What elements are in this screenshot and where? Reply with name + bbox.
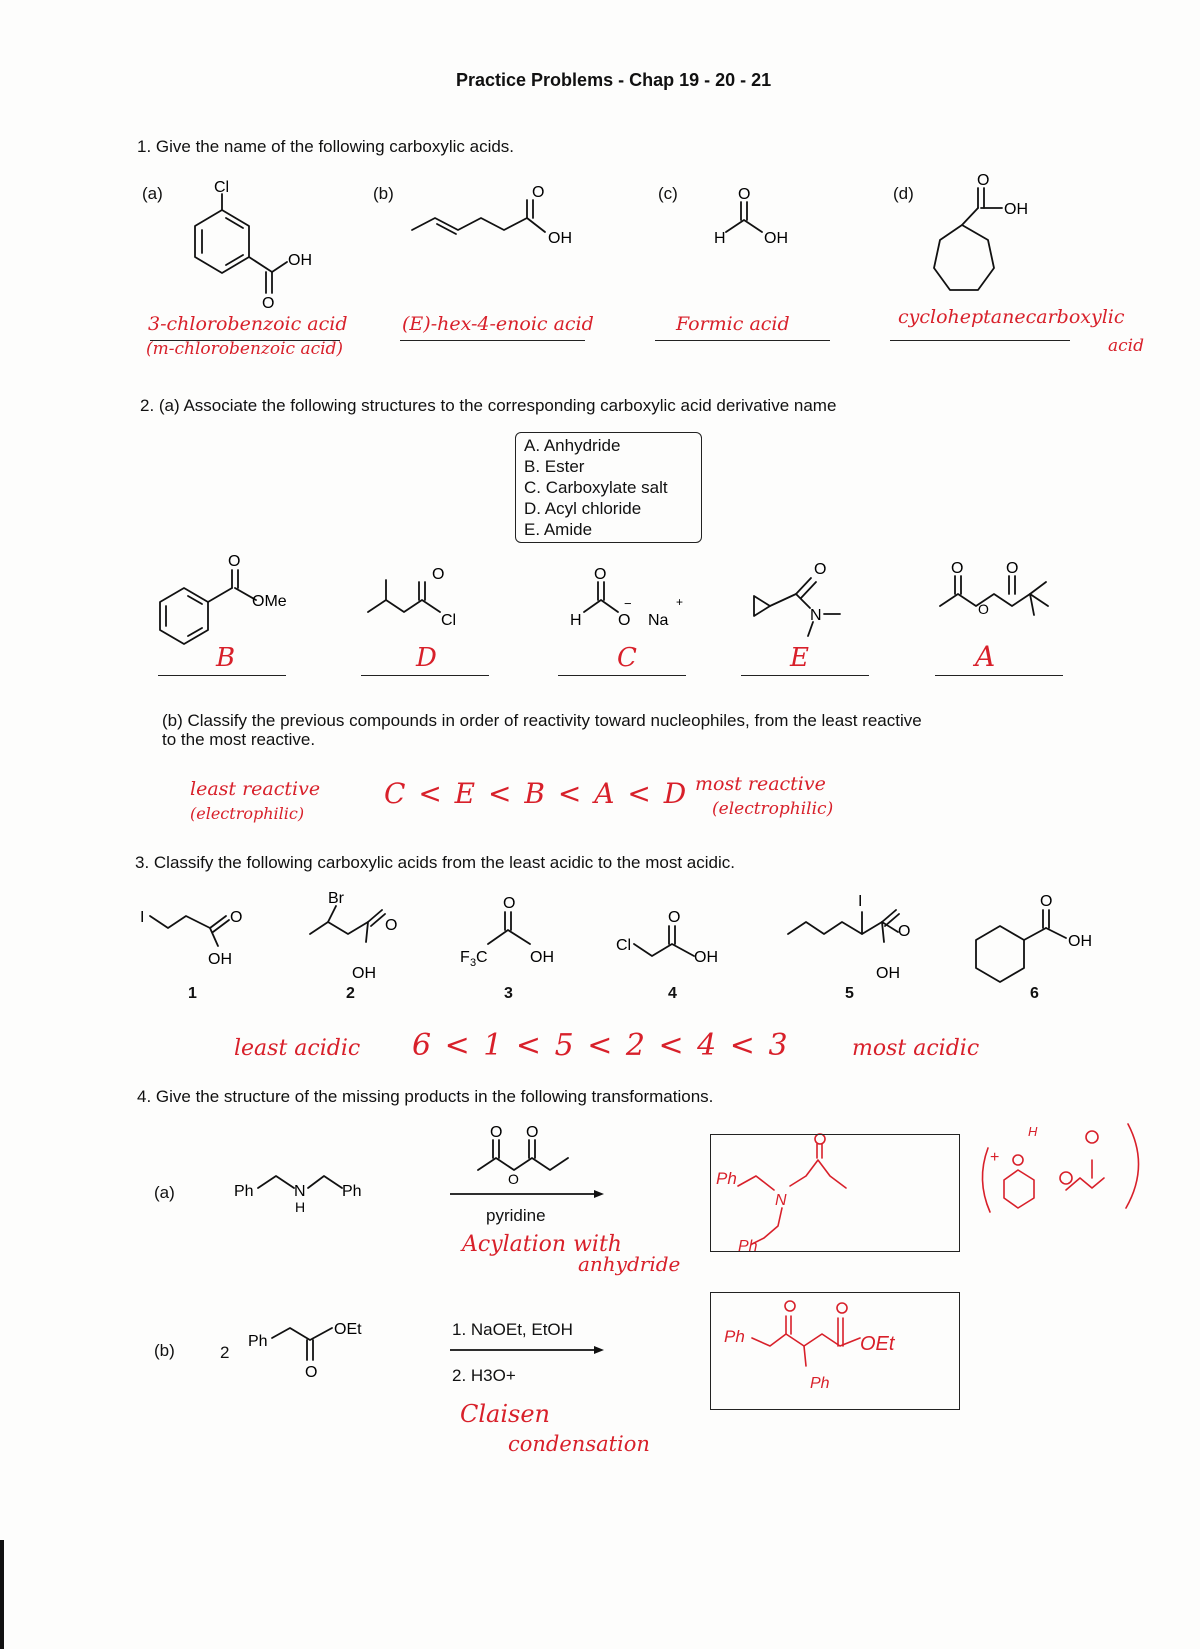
svg-text:H: H <box>570 612 582 629</box>
q4a-note: Acylation with <box>462 1232 622 1257</box>
svg-text:Ph: Ph <box>234 1183 254 1200</box>
svg-text:Ph: Ph <box>810 1375 830 1392</box>
svg-text:OH: OH <box>208 951 232 968</box>
q3-order: 6 < 1 < 5 < 2 < 4 < 3 <box>412 1028 790 1063</box>
q2b-most-label: most reactive <box>695 773 826 795</box>
q2b-prompt: (b) Classify the previous compounds in order of reactivity toward nucleophiles, from the least reactive <box>162 711 922 730</box>
q3-prompt: 3. Classify the following carboxylic acids from the least acidic to the most acidic. <box>135 853 735 872</box>
svg-text:H: H <box>295 1199 306 1215</box>
svg-text:O: O <box>230 909 243 926</box>
svg-text:O: O <box>532 184 545 201</box>
svg-text:OH: OH <box>1068 933 1092 950</box>
q3-number-6: 6 <box>1030 985 1039 1002</box>
svg-text:O: O <box>668 909 681 926</box>
svg-text:+: + <box>990 1149 1000 1166</box>
q1a-answer-alt: (m-chlorobenzoic acid) <box>146 339 344 359</box>
svg-text:OH: OH <box>352 965 376 982</box>
svg-text:I: I <box>140 909 145 926</box>
svg-text:Cl: Cl <box>616 937 632 954</box>
q4b-coefficient: 2 <box>220 1343 230 1362</box>
svg-text:O: O <box>594 566 607 583</box>
legend-acyl-chloride: D. Acyl chloride <box>524 499 642 518</box>
q2b-least-label: least reactive <box>190 778 321 800</box>
q2b-order: C < E < B < A < D <box>384 777 689 810</box>
q3-number-2: 2 <box>346 985 355 1002</box>
q4b-reagent-2: 2. H3O+ <box>452 1366 516 1385</box>
svg-text:O: O <box>978 601 989 617</box>
svg-text:OH: OH <box>1004 201 1028 218</box>
q2-answer-anhydride: A <box>975 640 996 673</box>
q3-most-label: most acidic <box>852 1036 980 1061</box>
svg-text:C: C <box>476 949 488 966</box>
svg-text:O: O <box>1006 560 1019 577</box>
q2-answer-acyl-chloride: D <box>416 643 437 673</box>
q1d-answer-cont: acid <box>1108 336 1144 356</box>
svg-text:O: O <box>738 186 751 203</box>
svg-text:O: O <box>490 1124 503 1141</box>
legend-ester: B. Ester <box>524 457 585 476</box>
q4b-note: Claisen <box>460 1400 550 1428</box>
q4b-note-cont: condensation <box>508 1432 650 1456</box>
svg-text:O: O <box>508 1171 519 1187</box>
q1b-answer: (E)-hex-4-enoic acid <box>402 313 594 335</box>
svg-text:O: O <box>526 1124 539 1141</box>
svg-text:O: O <box>898 923 911 940</box>
svg-text:OH: OH <box>530 949 554 966</box>
svg-text:O: O <box>1040 893 1053 910</box>
svg-text:O: O <box>503 895 516 912</box>
svg-text:N: N <box>294 1183 306 1200</box>
svg-text:O: O <box>228 553 241 570</box>
q1-prompt: 1. Give the name of the following carboxylic acids. <box>137 137 515 156</box>
q2b-prompt-cont: to the most reactive. <box>162 730 316 749</box>
q3-number-3: 3 <box>504 985 513 1002</box>
q1a-label: (a) <box>142 184 163 203</box>
q4-prompt: 4. Give the structure of the missing products in the following transformations. <box>137 1087 714 1106</box>
legend-amide: E. Amide <box>524 520 593 539</box>
q1c-answer: Formic acid <box>676 313 790 335</box>
svg-text:OH: OH <box>694 949 718 966</box>
svg-text:Br: Br <box>328 890 344 907</box>
legend-anhydride: A. Anhydride <box>524 436 621 455</box>
svg-text:OH: OH <box>288 252 312 269</box>
svg-text:O: O <box>385 917 398 934</box>
q2b-least-sub: (electrophilic) <box>190 804 305 823</box>
structure-ethyl-phenylacetate <box>248 1321 362 1381</box>
q4b-product-box <box>710 1292 960 1410</box>
svg-text:O: O <box>262 295 275 312</box>
svg-text:OMe: OMe <box>252 593 287 610</box>
q4b-reagent-1: 1. NaOEt, EtOH <box>452 1320 573 1339</box>
svg-text:N: N <box>775 1192 787 1209</box>
svg-text:Cl: Cl <box>214 179 230 196</box>
page-title: Practice Problems - Chap 19 - 20 - 21 <box>456 70 772 90</box>
q3-number-4: 4 <box>668 985 677 1002</box>
svg-text:3: 3 <box>470 957 477 969</box>
svg-text:O: O <box>951 560 964 577</box>
q2-answer-ester: B <box>216 643 236 673</box>
svg-text:O: O <box>305 1364 318 1381</box>
q4a-reagent: pyridine <box>486 1206 546 1225</box>
legend-carboxylate-salt: C. Carboxylate salt <box>524 478 668 497</box>
svg-text:H: H <box>1028 1124 1038 1139</box>
q3-number-5: 5 <box>845 985 854 1002</box>
svg-text:Cl: Cl <box>441 612 457 629</box>
svg-text:Ph: Ph <box>724 1327 745 1346</box>
svg-text:H: H <box>714 230 726 247</box>
q3-least-label: least acidic <box>234 1036 361 1061</box>
q2b-most-sub: (electrophilic) <box>712 799 834 819</box>
svg-text:I: I <box>858 893 863 910</box>
q1a-answer: 3-chlorobenzoic acid <box>148 313 348 335</box>
q2-answer-amide: E <box>790 643 809 673</box>
svg-text:OH: OH <box>548 230 572 247</box>
svg-text:N: N <box>810 607 822 624</box>
svg-text:Ph: Ph <box>738 1238 758 1255</box>
q4a-label: (a) <box>154 1183 175 1202</box>
svg-text:O: O <box>977 172 990 189</box>
svg-text:Na: Na <box>648 612 669 629</box>
svg-text:OEt: OEt <box>860 1333 895 1355</box>
q2-answer-carboxylate: C <box>617 643 637 673</box>
q1b-label: (b) <box>373 184 394 203</box>
svg-text:+: + <box>676 595 684 609</box>
q4a-note-cont: anhydride <box>578 1252 681 1276</box>
scan-edge <box>0 1540 4 1649</box>
svg-text:Ph: Ph <box>716 1169 737 1188</box>
q4b-arrow <box>450 1346 604 1354</box>
svg-text:−: − <box>624 596 632 611</box>
q1d-answer: cycloheptanecarboxylic <box>898 306 1125 328</box>
q2a-prompt: 2. (a) Associate the following structures to the corresponding carboxylic acid derivative name <box>140 396 837 415</box>
q4b-label: (b) <box>154 1341 175 1360</box>
svg-text:Ph: Ph <box>248 1333 268 1350</box>
svg-text:O: O <box>814 561 827 578</box>
q1c-label: (c) <box>658 184 678 203</box>
q3-number-1: 1 <box>188 985 197 1002</box>
svg-text:OEt: OEt <box>334 1321 362 1338</box>
svg-text:O: O <box>618 612 631 629</box>
svg-text:F: F <box>460 949 470 966</box>
svg-text:Ph: Ph <box>342 1183 362 1200</box>
svg-text:OH: OH <box>876 965 900 982</box>
svg-text:O: O <box>432 566 445 583</box>
q1d-label: (d) <box>893 184 914 203</box>
svg-text:OH: OH <box>764 230 788 247</box>
